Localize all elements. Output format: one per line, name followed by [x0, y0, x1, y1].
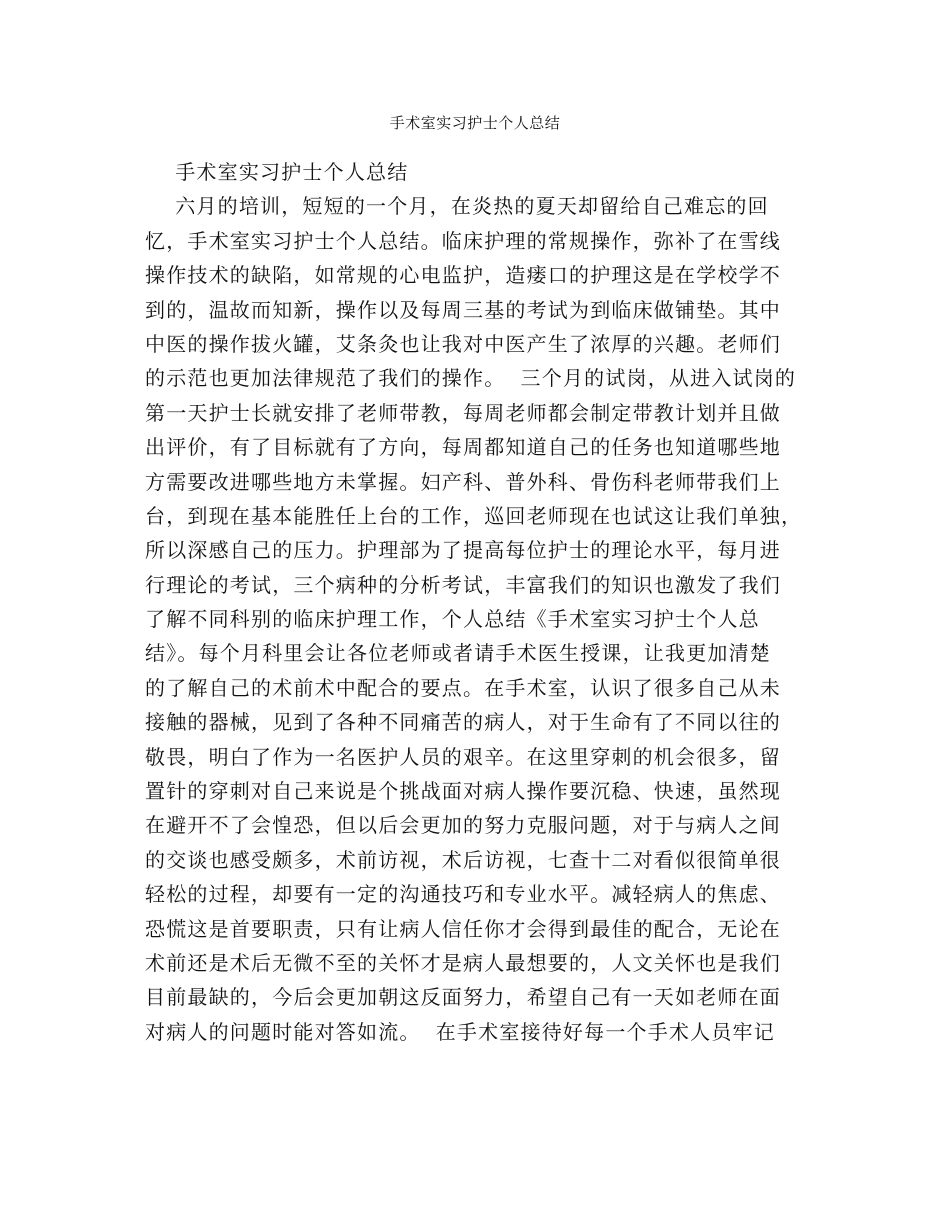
body-line: 目前最缺的，今后会更加朝这反面努力，希望自己有一天如老师在面: [145, 985, 781, 1010]
body-line: 术前还是术后无微不至的关怀才是病人最想要的，人文关怀也是我们: [145, 950, 781, 975]
body-line: 方需要改进哪些地方未掌握。妇产科、普外科、骨伤科老师带我们上: [145, 469, 781, 494]
body-line: 到的，温故而知新，操作以及每周三基的考试为到临床做铺垫。其中: [145, 297, 781, 322]
body-line: 恐慌这是首要职责，只有让病人信任你才会得到最佳的配合，无论在: [145, 916, 781, 941]
header-title: 手术室实习护士个人总结: [389, 114, 561, 132]
body-line: 台，到现在基本能胜任上台的工作，巡回老师现在也试这让我们单独，: [145, 503, 803, 528]
body-line: 忆，手术室实习护士个人总结。临床护理的常规操作，弥补了在雪线: [145, 228, 781, 253]
body-line: 行理论的考试，三个病种的分析考试，丰富我们的知识也激发了我们: [145, 572, 781, 597]
document-body: [145, 155, 805, 1049]
body-line: 出评价，有了目标就有了方向，每周都知道自己的任务也知道哪些地: [145, 435, 781, 460]
body-line: 所以深感自己的压力。护理部为了提高每位护士的理论水平，每月进: [145, 538, 781, 563]
body-line: 敬畏，明白了作为一名医护人员的艰辛。在这里穿刺的机会很多，留: [145, 744, 781, 769]
body-line: 的了解自己的术前术中配合的要点。在手术室，认识了很多自己从未: [145, 675, 781, 700]
body-line: 在避开不了会惶恐，但以后会更加的努力克服问题，对于与病人之间: [145, 813, 781, 838]
body-line: 第一天护士长就安排了老师带教，每周老师都会制定带教计划并且做: [145, 400, 781, 425]
body-line: 对病人的问题时能对答如流。 在手术室接待好每一个手术人员牢记: [145, 1019, 775, 1044]
body-line: 中医的操作拔火罐，艾条灸也让我对中医产生了浓厚的兴趣。老师们: [145, 331, 781, 356]
body-line: 的示范也更加法律规范了我们的操作。 三个月的试岗，从进入试岗的: [145, 366, 797, 391]
body-line: 结》。每个月科里会让各位老师或者请手术医生授课，让我更加清楚: [145, 641, 771, 666]
body-line: 了解不同科别的临床护理工作，个人总结《手术室实习护士个人总: [145, 607, 760, 632]
body-line: 轻松的过程，却要有一定的沟通技巧和专业水平。减轻病人的焦虑、: [145, 882, 781, 907]
body-line: 操作技术的缺陷，如常规的心电监护，造瘘口的护理这是在学校学不: [145, 263, 781, 288]
body-line: 置针的穿刺对自己来说是个挑战面对病人操作要沉稳、快速，虽然现: [145, 779, 781, 804]
body-line: 六月的培训，短短的一个月，在炎热的夏天却留给自己难忘的回: [145, 194, 769, 219]
body-line: 接触的器械，见到了各种不同痛苦的病人，对于生命有了不同以往的: [145, 710, 781, 735]
body-line: 的交谈也感受颇多，术前访视，术后访视，七查十二对看似很简单很: [145, 847, 781, 872]
body-heading: 手术室实习护士个人总结: [145, 160, 409, 184]
